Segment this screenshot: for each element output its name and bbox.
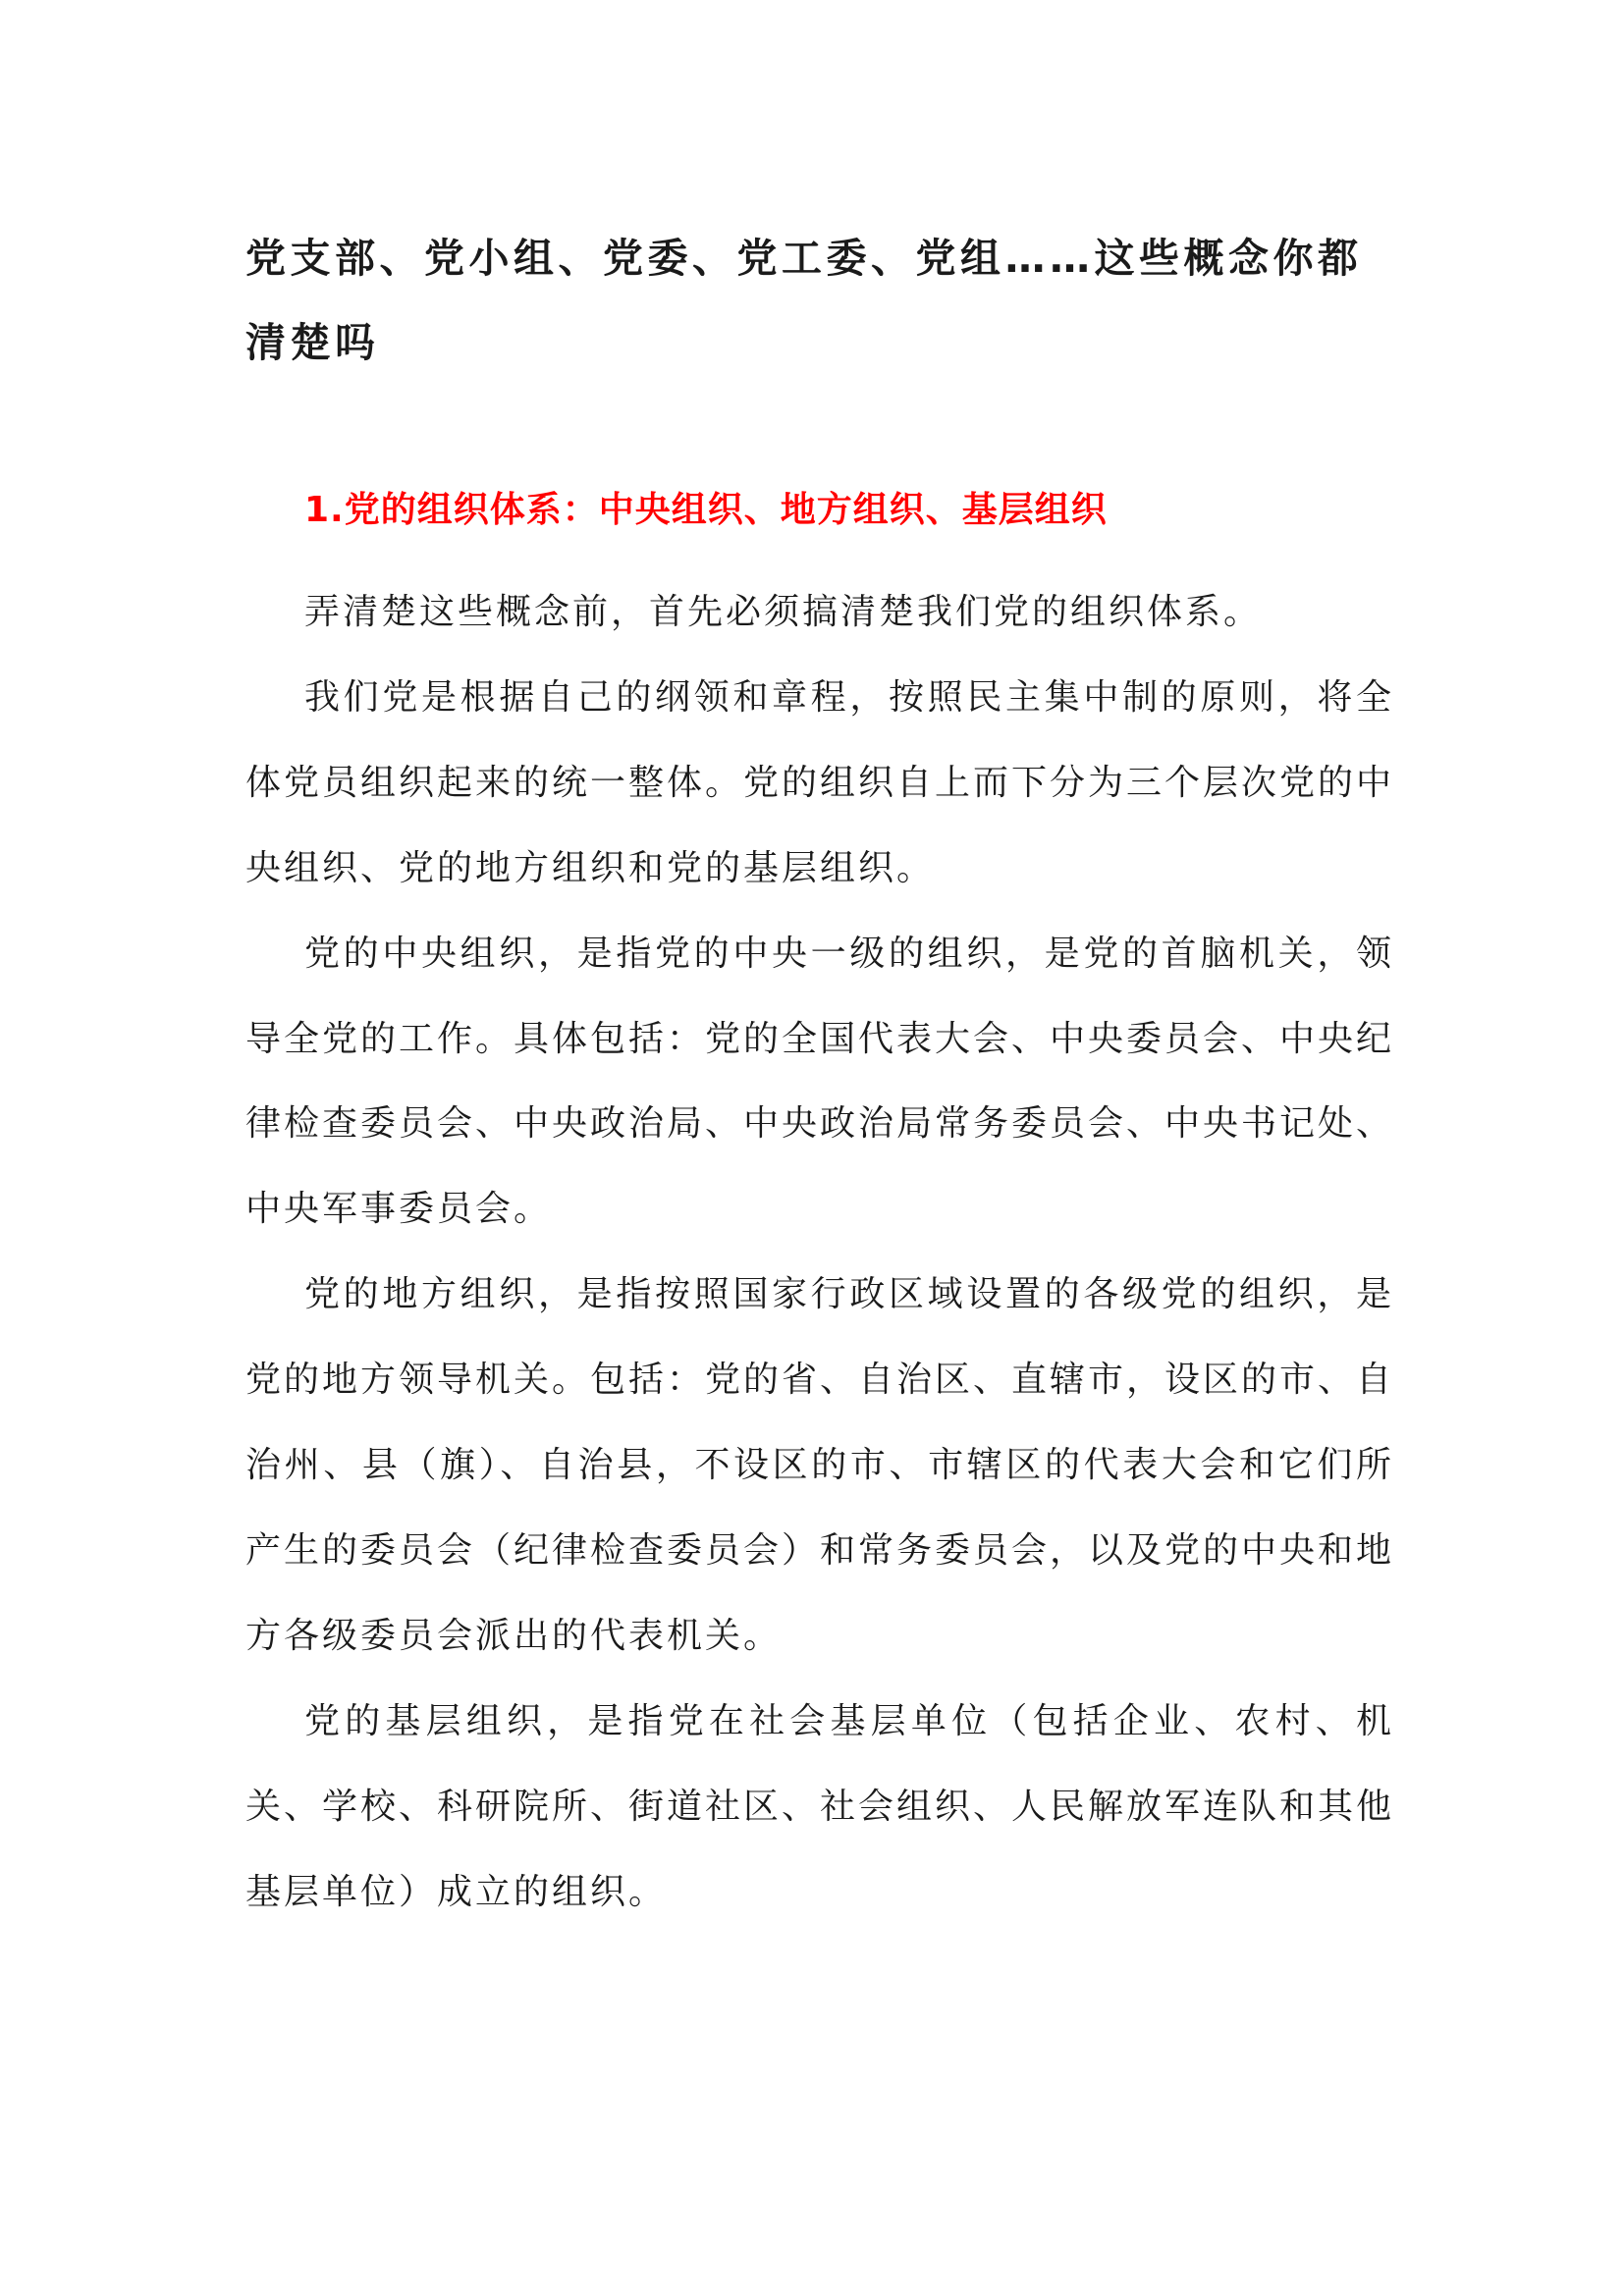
paragraph-grassroots-organization: 党的基层组织，是指党在社会基层单位（包括企业、农村、机关、学校、科研院所、街道社区、社会组织、人民解放军连队和其他基层单位）成立的组织。	[245, 1700, 1395, 1912]
section-heading: 1.党的组织体系：中央组织、地方组织、基层组织	[304, 490, 1108, 530]
paragraph-intro: 弄清楚这些概念前，首先必须搞清楚我们党的组织体系。	[304, 592, 1263, 632]
document-title: 党支部、党小组、党委、党工委、党组……这些概念你都清楚吗	[245, 235, 1363, 366]
paragraph-organization-system: 我们党是根据自己的纲领和章程，按照民主集中制的原则，将全体党员组织起来的统一整体。党的组织自上而下分为三个层次党的中央组织、党的地方组织和党的基层组织。	[245, 676, 1395, 888]
paragraph-local-organization: 党的地方组织，是指按照国家行政区域设置的各级党的组织，是党的地方领导机关。包括：党的省、自治区、直辖市，设区的市、自治州、县（旗）、自治县，不设区的市、市辖区的代表大会和它们所产生的委员会（纪律检查委员会）和常务委员会，以及党的中央和地方各级委员会派出的代表机关。	[245, 1274, 1395, 1656]
paragraph-central-organization: 党的中央组织，是指党的中央一级的组织，是党的首脑机关，领导全党的工作。具体包括：党的全国代表大会、中央委员会、中央纪律检查委员会、中央政治局、中央政治局常务委员会、中央书记处、中央军事委员会。	[245, 933, 1395, 1230]
document-body	[245, 570, 1394, 1936]
